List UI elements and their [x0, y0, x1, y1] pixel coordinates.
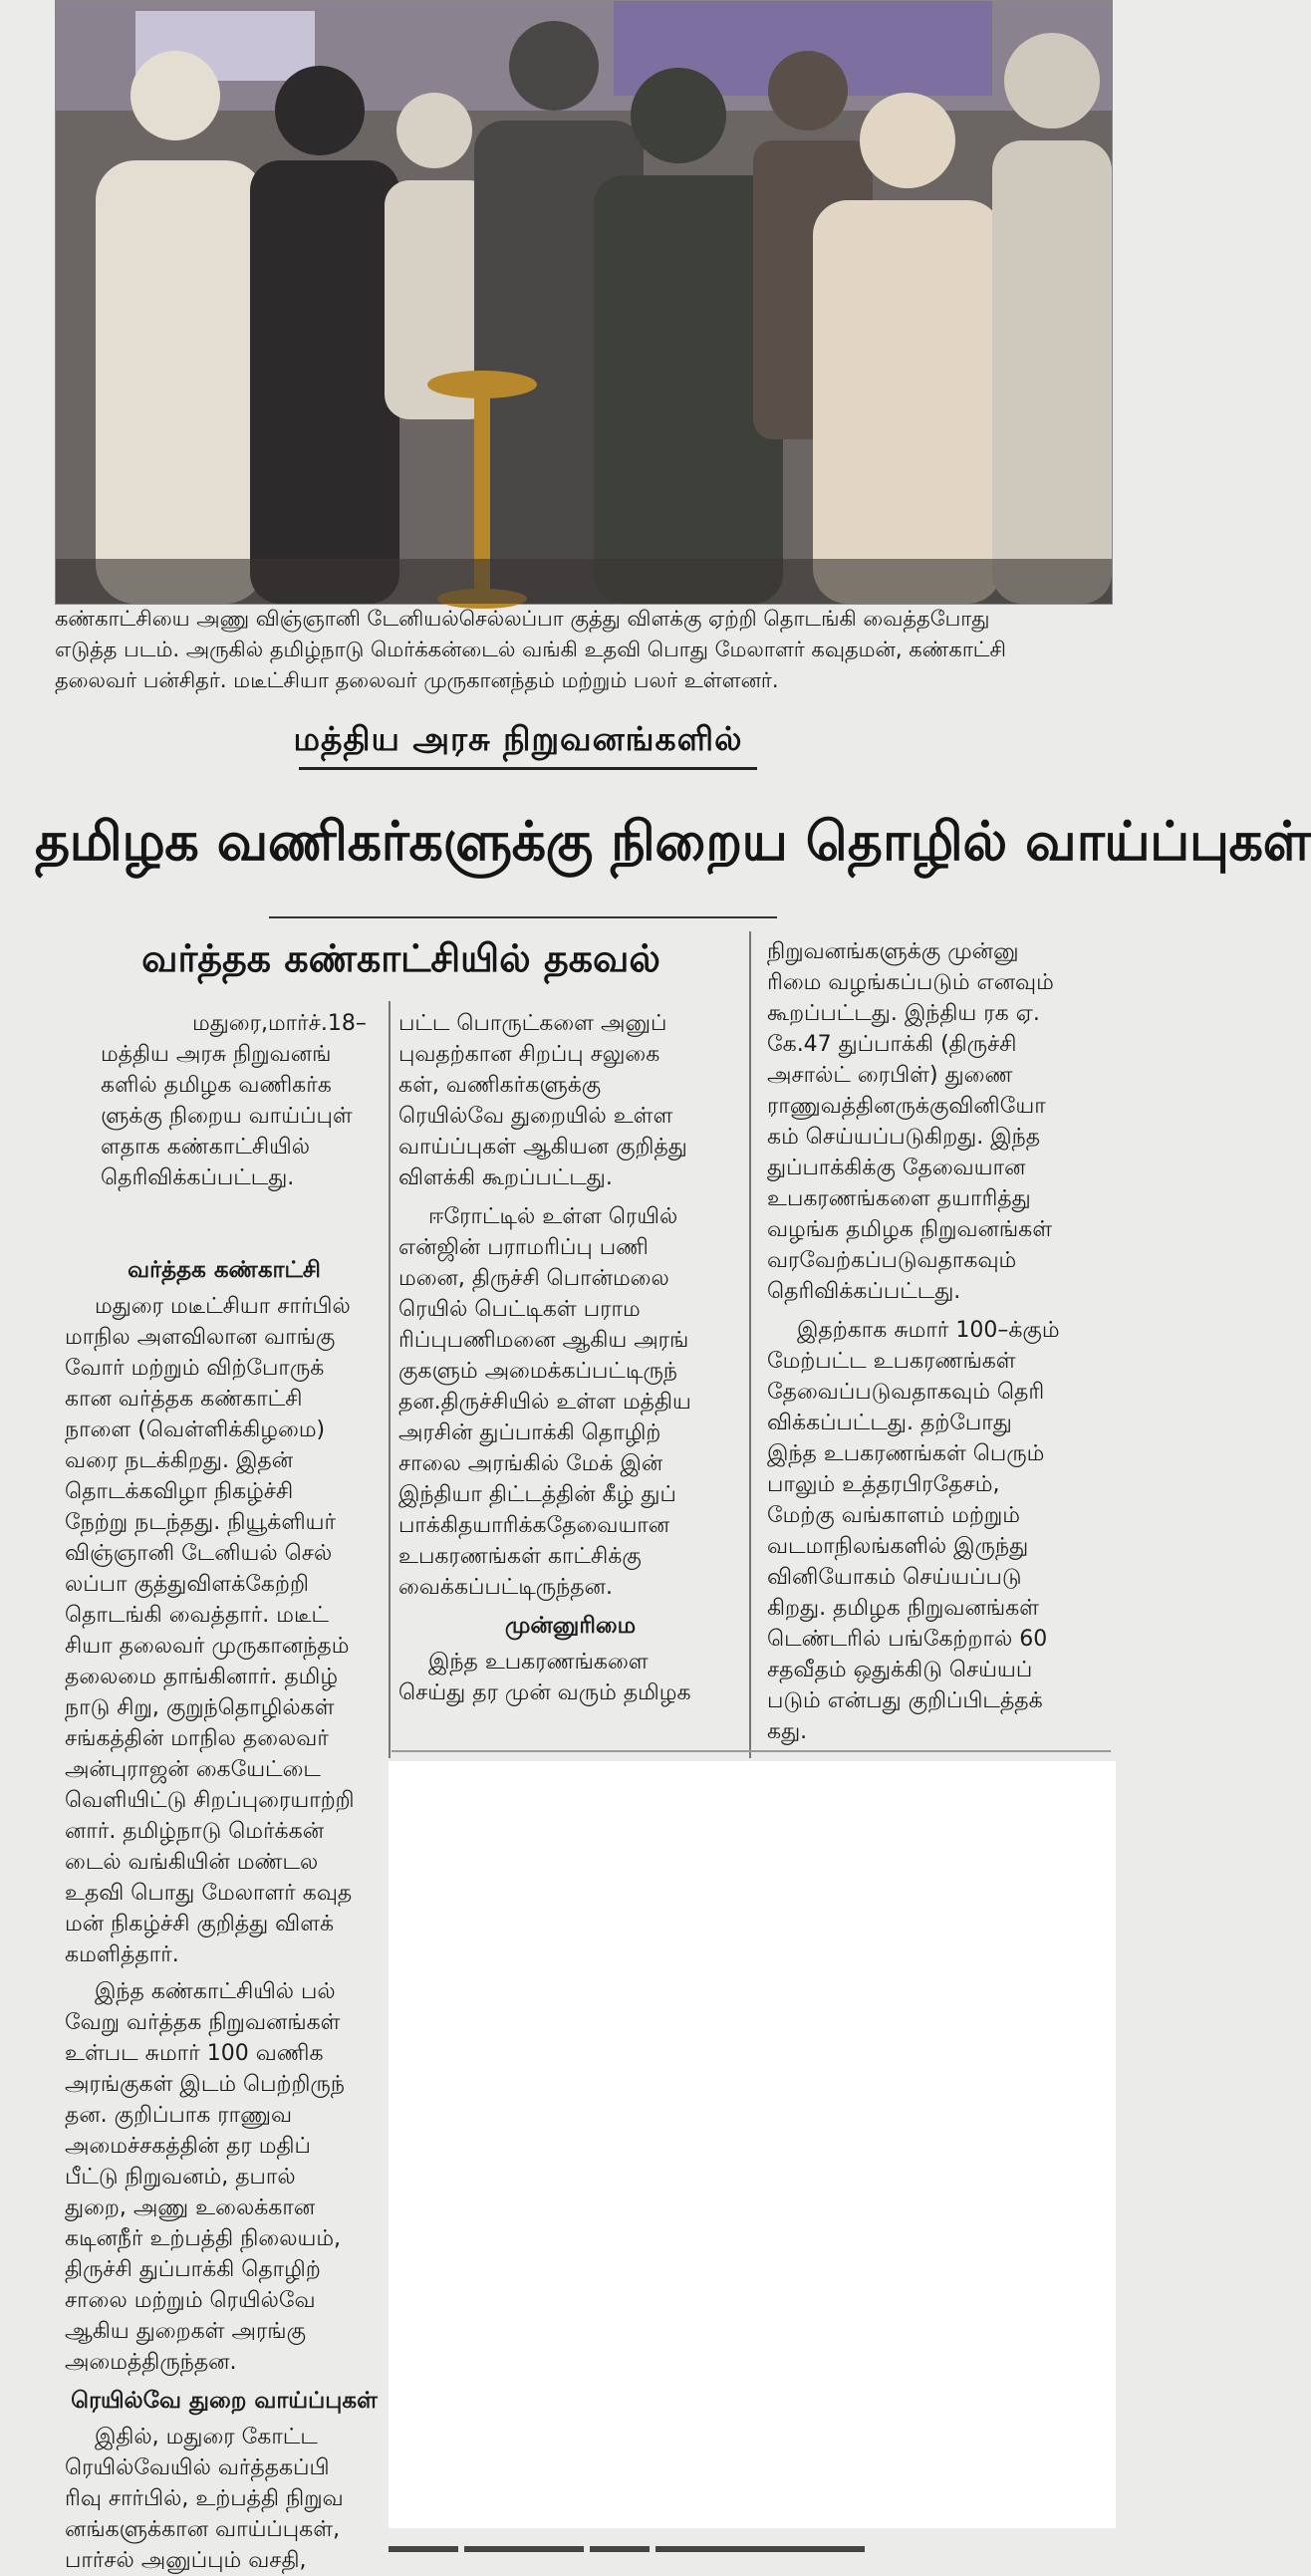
text-line: புவதற்கான சிறப்பு சலுகை [398, 1042, 660, 1067]
text-line: மதுரை மடீட்சியா சார்பில் [95, 1294, 351, 1319]
text-line: கம் செய்யப்படுகிறது. இந்த [767, 1125, 1041, 1150]
text-line: வரவேற்கப்படுவதாகவும் [767, 1248, 1017, 1273]
text-line: செய்து தர முன் வரும் தமிழக [398, 1680, 691, 1705]
text-line: வோர் மற்றும் விற்போருக் [65, 1356, 325, 1381]
article-column-1 [65, 1247, 384, 2576]
text-line: நேற்று நடந்தது. நியூக்ளியர் [65, 1510, 337, 1535]
sub-headline: வர்த்தக கண்காட்சியில் தகவல் [141, 936, 660, 980]
text-line: வினியோகம் செய்யப்படு [767, 1565, 1022, 1590]
text-line: உபகரணங்கள் காட்சிக்கு [398, 1544, 642, 1569]
column-end-rule [392, 1750, 1111, 1752]
section-heading: முன்னுரிமை [504, 1613, 637, 1639]
text-line: வழங்க தமிழக நிறுவனங்கள் [767, 1217, 1053, 1242]
text-line: விஞ்ஞானி டேனியல் செல் [65, 1541, 333, 1566]
caption-line: எடுத்த படம். அருகில் தமிழ்நாடு மெர்க்கன்டைல் வங்கி உதவி பொது மேலாளர் கவுதமன், கண்காட்சி [55, 638, 1006, 661]
photo-caption [55, 604, 1111, 696]
section-heading: ரெயில்வே துறை வாய்ப்புகள் [71, 2388, 378, 2414]
text-line: இதற்காக சுமார் 100–க்கும் [797, 1318, 1060, 1343]
section-heading: வர்த்தக கண்காட்சி [128, 1257, 321, 1283]
text-line: தன.திருச்சியில் உள்ள மத்திய [398, 1390, 691, 1415]
news-photo [55, 0, 1113, 605]
text-line: சங்கத்தின் மாநில தலைவர் [65, 1726, 329, 1751]
text-line: னார். தமிழ்நாடு மெர்க்கன் [65, 1819, 325, 1844]
text-line: நிறுவனங்களுக்கு முன்னு [767, 939, 1019, 964]
text-line: அசால்ட் ரைபிள்) துணை [767, 1063, 1013, 1088]
text-line: தலைமை தாங்கினார். தமிழ் [65, 1665, 339, 1689]
text-line: இந்த கண்காட்சியில் பல் [95, 1979, 336, 2004]
text-line: பார்சல் அனுப்பும் வசதி, [65, 2548, 307, 2573]
text-line: மத்திய அரசு நிறுவனங் [101, 1042, 332, 1067]
text-line: தன. குறிப்பாக ராணுவ [65, 2103, 293, 2128]
text-line: குகளும் அமைக்கப்பட்டிருந் [398, 1359, 677, 1384]
blank-area [389, 1761, 1116, 2528]
kicker-underline [299, 767, 757, 770]
text-line: பட்ட பொருட்களை அனுப் [398, 1011, 667, 1036]
paragraph [398, 1647, 742, 1708]
column-divider [389, 1001, 391, 1758]
text-line: அமைத்திருந்தன. [65, 2350, 237, 2375]
text-line: கே.47 துப்பாக்கி (திருச்சி [767, 1032, 1017, 1057]
text-line: ளுக்கு நிறைய வாய்ப்புள் [101, 1104, 353, 1129]
text-line: கடினநீர் உற்பத்தி நிலையம், [65, 2226, 342, 2251]
text-line: ளதாக கண்காட்சியில் [101, 1135, 310, 1159]
text-line: கது. [767, 1719, 808, 1744]
text-line: மேற்கு வங்காளம் மற்றும் [767, 1503, 1020, 1528]
text-line: கான வர்த்தக கண்காட்சி [65, 1387, 303, 1412]
article-column-3 [767, 936, 1111, 1747]
column-divider [749, 931, 751, 1758]
text-line: வெளியிட்டு சிறப்புரையாற்றி [65, 1788, 355, 1813]
text-line: கமளித்தார். [65, 1942, 179, 1967]
text-line: ரிப்புபணிமனை ஆகிய அரங் [398, 1328, 689, 1353]
text-line: பாக்கிதயாரிக்கதேவையான [398, 1513, 670, 1538]
text-line: இந்த உபகரணங்களை [428, 1650, 649, 1674]
text-line: வடமாநிலங்களில் இருந்து [767, 1534, 1029, 1559]
text-line: டெண்டரில் பங்கேற்றால் 60 [767, 1627, 1048, 1652]
text-line: கூறப்பட்டது. இந்திய ரக ஏ. [767, 1001, 1040, 1026]
paragraph [65, 1291, 384, 1970]
text-line: ரிமை வழங்கப்படும் எனவும் [767, 970, 1054, 995]
text-line: ரிவு சார்பில், உற்பத்தி நிறுவ [65, 2486, 344, 2511]
text-line: நாளை (வெள்ளிக்கிழமை) [65, 1417, 326, 1442]
text-line: ரெயில்வே துறையில் உள்ள [398, 1104, 673, 1129]
article-column-1-lead [65, 1008, 384, 1193]
text-line: டைல் வங்கியின் மண்டல [65, 1850, 319, 1875]
text-line: மாநில அளவிலான வாங்கு [65, 1325, 336, 1350]
text-line: வைக்கப்பட்டிருந்தன. [398, 1575, 613, 1600]
text-line: தொடங்கி வைத்தார். மடீட் [65, 1603, 329, 1628]
text-line: வேறு வர்த்தக நிறுவனங்கள் [65, 2010, 341, 2035]
cropped-text-fragment [389, 2537, 1116, 2550]
text-line: இந்த உபகரணங்கள் பெரும் [767, 1441, 1045, 1466]
paragraph [398, 1201, 742, 1603]
text-line: ரெயில்வேயில் வர்த்தகப்பி [65, 2455, 330, 2480]
text-line: இந்தியா திட்டத்தின் கீழ் துப் [398, 1482, 676, 1507]
text-line: கிறது. தமிழக நிறுவனங்கள் [767, 1596, 1040, 1621]
text-line: சதவீதம் ஒதுக்கிடு செய்யப் [767, 1658, 1033, 1682]
paragraph [398, 1008, 742, 1193]
text-line: பீட்டு நிறுவனம், தபால் [65, 2165, 296, 2190]
text-line: கள், வணிகர்களுக்கு [398, 1073, 602, 1098]
text-line: அரங்குகள் இடம் பெற்றிருந் [65, 2072, 345, 2097]
text-line: லப்பா குத்துவிளக்கேற்றி [65, 1572, 309, 1597]
text-line: விக்கப்பட்டது. தற்போது [767, 1411, 1012, 1435]
caption-line: கண்காட்சியை அணு விஞ்ஞானி டேனியல்செல்லப்பா குத்து விளக்கு ஏற்றி தொடங்கி வைத்தபோது [55, 607, 990, 631]
text-line: திருச்சி துப்பாக்கி தொழிற் [65, 2257, 321, 2282]
text-line: னங்களுக்கான வாய்ப்புகள், [65, 2517, 341, 2542]
paragraph [65, 1976, 384, 2378]
kicker-headline: மத்திய அரசு நிறுவனங்களில் [293, 719, 743, 758]
text-line: அரசின் துப்பாக்கி தொழிற் [398, 1420, 661, 1445]
caption-line: தலைவர் பன்சிதர். மடீட்சியா தலைவர் முருகானந்தம் மற்றும் பலர் உள்ளனர். [55, 668, 779, 692]
text-line: வாய்ப்புகள் ஆகியன குறித்து [398, 1135, 687, 1159]
text-line: துறை, அணு உலைக்கான [65, 2195, 316, 2220]
text-line: தொடக்கவிழா நிகழ்ச்சி [65, 1479, 294, 1504]
text-line: அமைச்சகத்தின் தர மதிப் [65, 2134, 311, 2159]
text-line: உள்பட சுமார் 100 வணிக [65, 2041, 324, 2066]
text-line: என்ஜின் பராமரிப்பு பணி [398, 1235, 649, 1260]
text-line: சாலை அரங்கில் மேக் இன் [398, 1451, 663, 1476]
text-line: உதவி பொது மேலாளர் கவுத [65, 1881, 353, 1906]
text-line: அன்புராஜன் கையேட்டை [65, 1757, 321, 1782]
text-line: தெரிவிக்கப்பட்டது. [767, 1279, 961, 1304]
text-line: மனை, திருச்சி பொன்மலை [398, 1266, 669, 1291]
text-line: பாலும் உத்தரபிரதேசம், [767, 1472, 1000, 1497]
text-line: வரை நடக்கிறது. இதன் [65, 1448, 294, 1473]
text-line: மதுரை,மார்ச்.18– [192, 1011, 367, 1036]
main-headline: தமிழக வணிகர்களுக்கு நிறைய தொழில் வாய்ப்புகள் [35, 810, 1311, 873]
ceremony-photo-icon [56, 1, 1112, 604]
text-line: துப்பாக்கிக்கு தேவையான [767, 1156, 1026, 1180]
text-line: ராணுவத்தினருக்குவினியோ [767, 1094, 1046, 1119]
paragraph [767, 1315, 1111, 1747]
text-line: ஆகிய துறைகள் அரங்கு [65, 2319, 306, 2344]
text-line: மேற்பட்ட உபகரணங்கள் [767, 1349, 1016, 1374]
text-line: களில் தமிழக வணிகர்க [101, 1073, 332, 1098]
paragraph [767, 936, 1111, 1307]
text-line: ஈரோட்டில் உள்ள ரெயில் [428, 1204, 678, 1229]
paragraph [65, 2422, 384, 2576]
text-line: சாலை மற்றும் ரெயில்வே [65, 2288, 316, 2313]
text-line: நாடு சிறு, குறுந்தொழில்கள் [65, 1695, 335, 1720]
text-line: படும் என்பது குறிப்பிடத்தக் [767, 1688, 1043, 1713]
text-line: விளக்கி கூறப்பட்டது. [398, 1165, 613, 1190]
text-line: மன் நிகழ்ச்சி குறித்து விளக் [65, 1912, 335, 1936]
text-line: சியா தலைவர் முருகானந்தம் [65, 1634, 350, 1659]
text-line: தெரிவிக்கப்பட்டது. [101, 1165, 295, 1190]
text-line: ரெயில் பெட்டிகள் பராம [398, 1297, 641, 1322]
text-line: உபகரணங்களை தயாரித்து [767, 1186, 1031, 1211]
text-line: தேவைப்படுவதாகவும் தெரி [767, 1380, 1045, 1405]
text-line: இதில், மதுரை கோட்ட [95, 2425, 318, 2449]
article-column-2 [398, 1008, 742, 1708]
subhead-divider [269, 916, 777, 918]
